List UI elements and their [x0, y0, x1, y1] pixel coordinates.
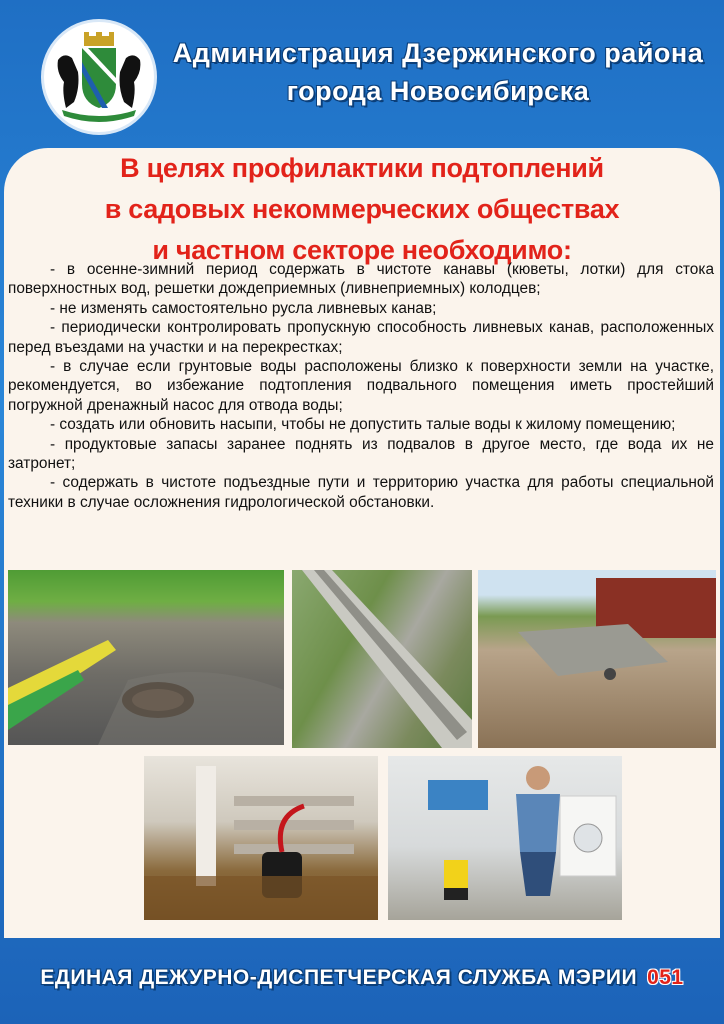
footer-phone-number: 051: [647, 966, 684, 989]
notice-item: - периодически контролировать пропускную способность ливневых канав, расположенных перед въездами на участки и на перекрестках;: [8, 319, 714, 356]
headline-line-1: В целях профилактики подтоплений: [120, 153, 604, 183]
notice-card: [4, 148, 720, 558]
footer-banner: [0, 966, 724, 990]
header: [0, 0, 724, 148]
notice-item: - создать или обновить насыпи, чтобы не допустить талые воды к жилому помещению;: [50, 416, 676, 434]
notice-headline: [4, 148, 720, 271]
headline-line-3: и частном секторе необходимо:: [152, 235, 572, 265]
notice-item: - в осенне-зимний период содержать в чистоте канавы (кюветы, лотки) для стока поверхностных вод, решетки дождеприемных (ливнеприемных) колодцев;: [8, 261, 714, 298]
title-line-1: Администрация Дзержинского района: [172, 38, 704, 68]
headline-line-2: в садовых некоммерческих обществах: [104, 194, 620, 224]
driveway-culvert-photo: [478, 570, 716, 748]
flooded-basement-pump-photo: [144, 756, 378, 920]
notice-item: - продуктовые запасы заранее поднять из подвалов в другое место, где вода их не затронет;: [8, 435, 714, 473]
notice-items: [8, 260, 714, 512]
notice-item: - не изменять самостоятельно русла ливневых канав;: [50, 299, 437, 317]
novosibirsk-coat-of-arms-icon: [44, 22, 154, 132]
administration-title: [168, 34, 708, 110]
notice-item: - содержать в чистоте подъездные пути и территорию участка для работы специальной техники в случае осложнения гидрологической обстановки.: [8, 474, 714, 511]
drainage-pump-man-photo: [388, 756, 622, 920]
notice-item: - в случае если грунтовые воды расположены близко к поверхности земли на участке, рекомендуется, во избежание подтопления подвального помещения иметь простейший погружной дренажный насос для отвода воды;: [8, 358, 714, 414]
title-line-2: города Новосибирска: [286, 76, 590, 106]
footer-service-name: ЕДИНАЯ ДЕЖУРНО-ДИСПЕТЧЕРСКАЯ СЛУЖБА МЭРИИ: [40, 966, 638, 989]
flooded-storm-drain-photo: [8, 570, 284, 745]
roadside-drainage-ditch-photo: [292, 570, 472, 748]
